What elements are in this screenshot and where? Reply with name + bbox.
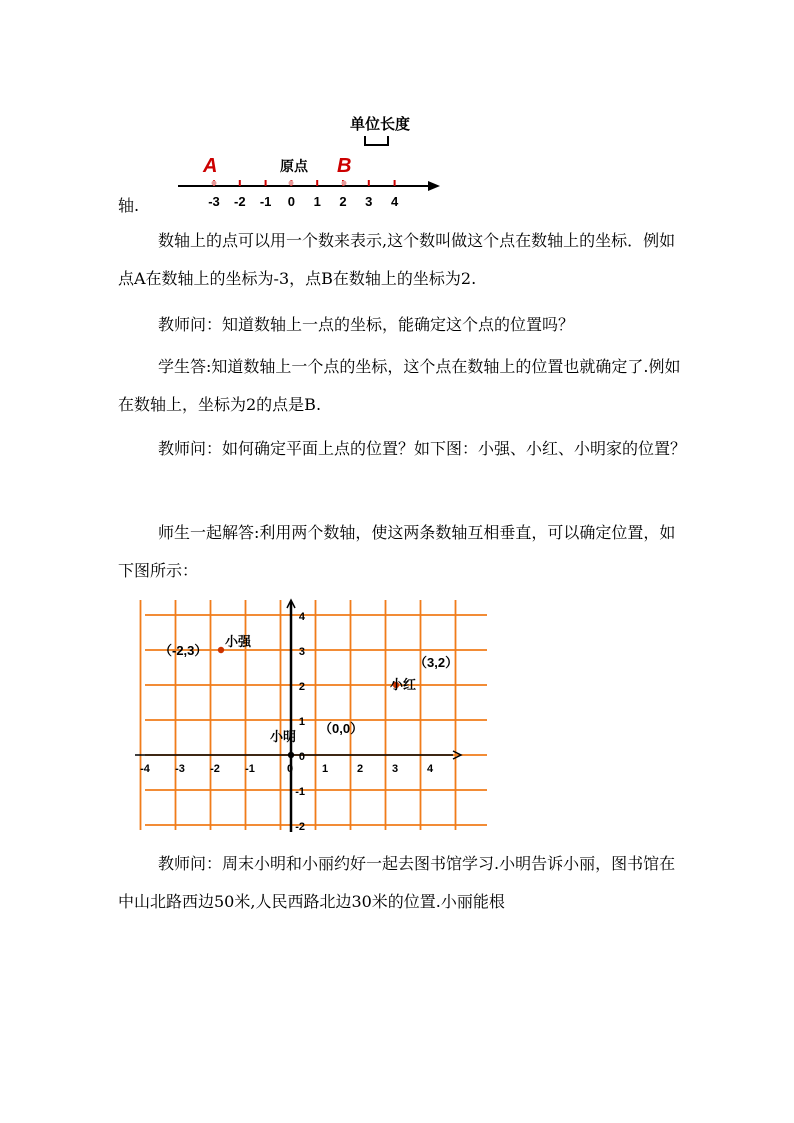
origin-label: 原点 <box>280 158 308 174</box>
paragraph-2: 教师问：知道数轴上一点的坐标，能确定这个点的位置吗？ <box>158 315 575 334</box>
point-a-label: A <box>203 155 218 177</box>
paragraph-1: 数轴上的点可以用一个数来表示,这个数叫做这个点在数轴上的坐标．例如点A在数轴上的坐标为-3，点B在数轴上的坐标为2. <box>118 231 676 288</box>
unit-length-label: 单位长度 <box>350 116 411 133</box>
grid-point-dot <box>218 647 224 653</box>
number-line-tick-label: -1 <box>259 194 272 209</box>
grid-point-coord: （3,2） <box>414 655 459 670</box>
point-a-dot <box>212 181 217 186</box>
y-tick-label: 1 <box>298 716 305 728</box>
number-line-tick-label: 4 <box>390 194 399 209</box>
x-tick-label: -3 <box>175 763 185 775</box>
x-tick-label: 2 <box>356 763 364 775</box>
grid-point-dot <box>288 752 294 758</box>
paragraph-3: 学生答:知道数轴上一个点的坐标，这个点在数轴上的位置也就确定了.例如在数轴上，坐标为2的点是B. <box>118 357 681 414</box>
axis-prefix-text: 轴. <box>118 196 140 215</box>
grid-lines <box>141 600 488 830</box>
x-tick-label: -1 <box>245 763 255 775</box>
grid-point-coord: （0,0） <box>319 721 364 736</box>
number-line-tick-label: 0 <box>287 194 296 209</box>
grid-points <box>159 634 458 758</box>
point-b-label: B <box>337 155 352 177</box>
number-line-svg <box>170 108 450 213</box>
grid-point-coord: （-2,3） <box>159 643 208 658</box>
paragraph-5: 师生一起解答:利用两个数轴，使这两条数轴互相垂直，可以确定位置，如下图所示： <box>118 523 676 580</box>
number-line-tick-label: 1 <box>313 194 321 209</box>
grid-point-name: 小红 <box>390 677 417 692</box>
number-line-tick-label: -3 <box>208 194 220 209</box>
x-tick-label: 0 <box>286 763 294 775</box>
number-line-tick-label: 3 <box>365 194 373 209</box>
grid-point-name: 小明 <box>269 729 297 744</box>
x-tick-label: 1 <box>321 763 329 775</box>
x-tick-label: -2 <box>210 763 220 775</box>
y-tick-label: 0 <box>298 751 305 763</box>
y-tick-label: 4 <box>298 611 305 623</box>
y-tick-label: 2 <box>298 681 305 693</box>
number-line-arrow <box>428 181 440 191</box>
x-tick-label: 4 <box>426 763 434 775</box>
y-tick-label: -2 <box>295 821 305 833</box>
unit-length-bracket <box>365 136 388 145</box>
number-line-tick-label: 2 <box>339 194 347 209</box>
origin-dot <box>289 181 294 186</box>
x-tick-label: -4 <box>140 763 150 775</box>
x-tick-label: 3 <box>391 763 399 775</box>
point-b-dot <box>342 181 347 186</box>
number-line-tick-label: -2 <box>234 194 246 209</box>
paragraph-6: 教师问：周末小明和小丽约好一起去图书馆学习.小明告诉小丽，图书馆在中山北路西边50米,人民西路北边30米的位置.小丽能根 <box>118 854 676 911</box>
coordinate-grid-figure <box>125 598 495 838</box>
paragraph-4: 教师问：如何确定平面上点的位置？如下图：小强、小红、小明家的位置？ <box>158 439 687 458</box>
number-line-ticks <box>208 180 399 209</box>
grid-point-name: 小强 <box>225 634 252 649</box>
y-tick-label: -1 <box>295 786 305 798</box>
y-tick-label: 3 <box>298 646 305 658</box>
